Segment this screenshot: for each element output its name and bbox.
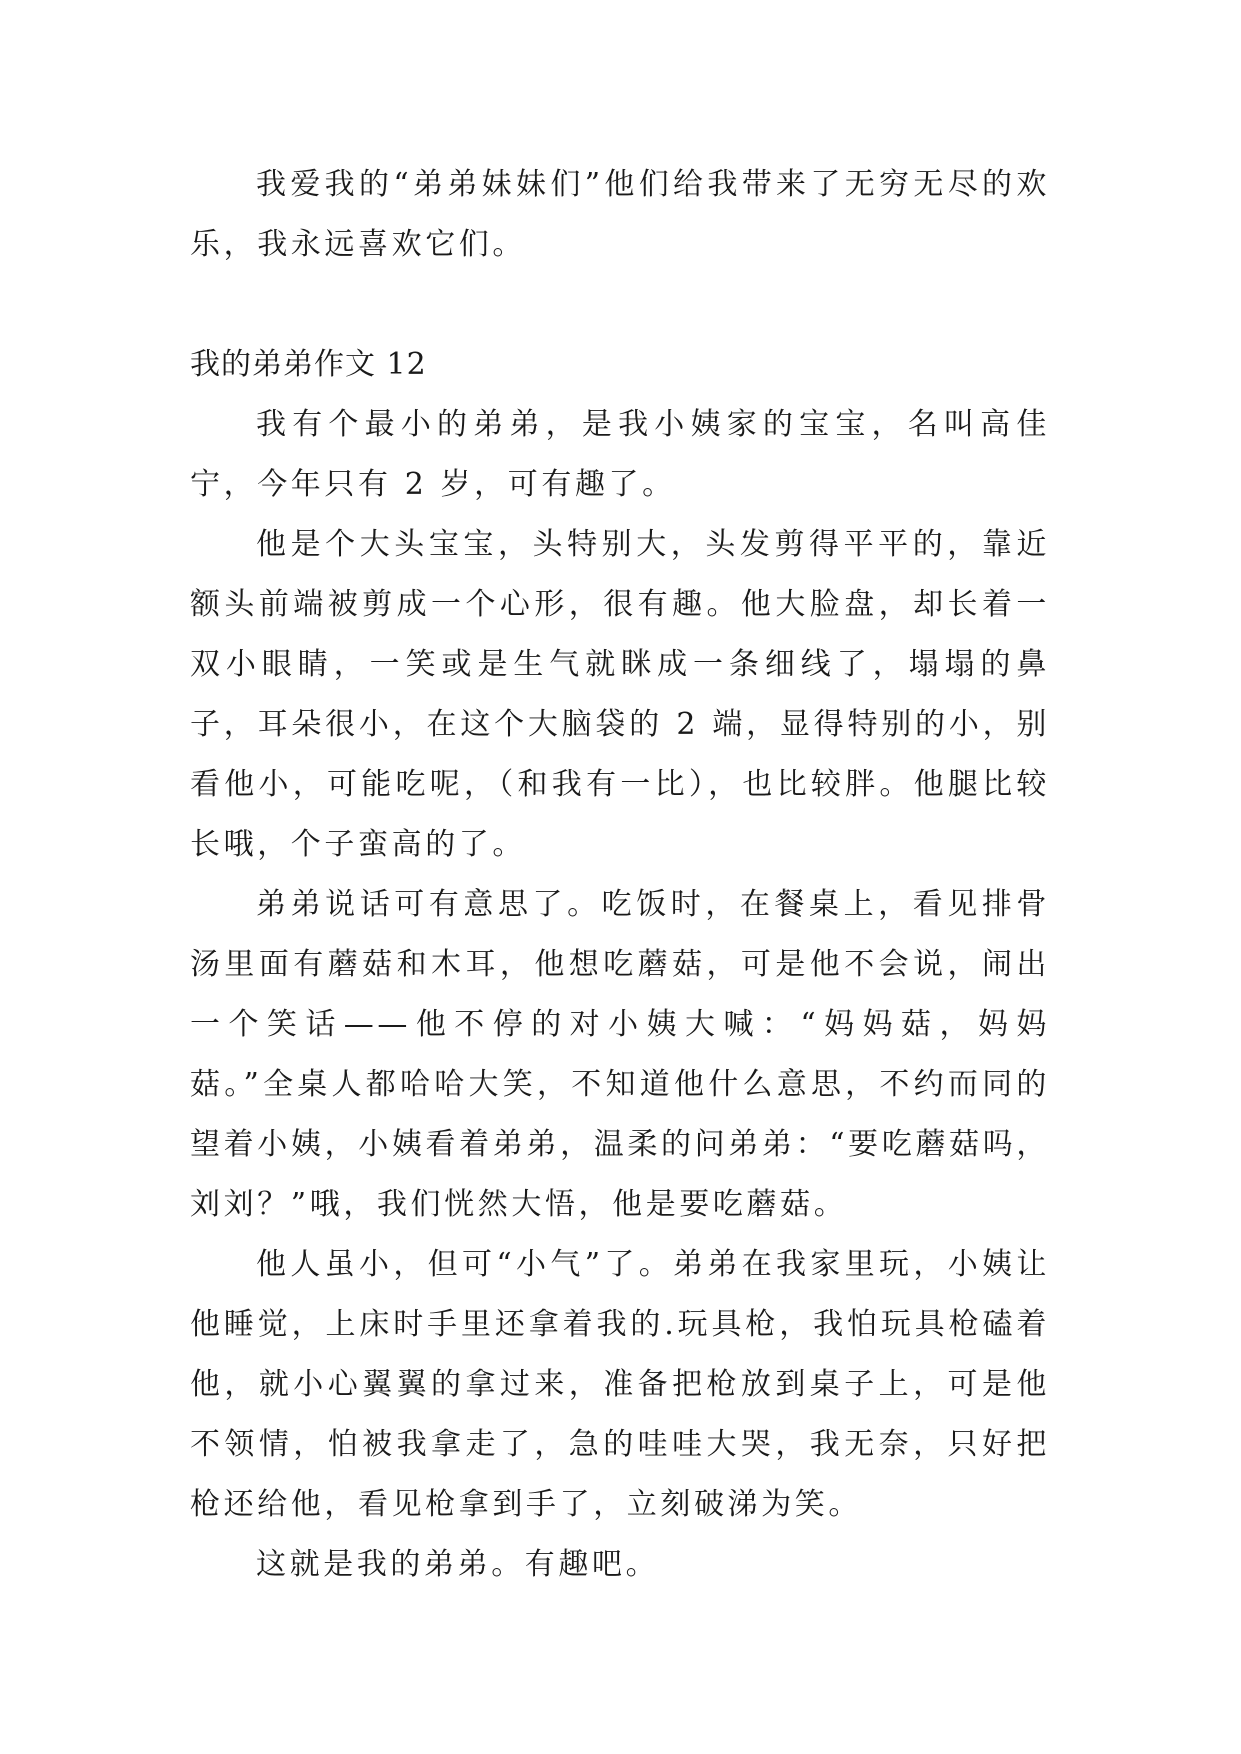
paragraph-closing-previous: 我爱我的“弟弟妹妹们”他们给我带来了无穷无尽的欢乐，我永远喜欢它们。 <box>190 167 1050 262</box>
paragraph-5: 这就是我的弟弟。有趣吧。 <box>256 1547 660 1582</box>
section-spacer <box>190 275 1050 335</box>
document-body <box>190 155 1050 1595</box>
essay-title: 我的弟弟作文 12 <box>190 347 427 382</box>
paragraph-4: 他人虽小，但可“小气”了。弟弟在我家里玩，小姨让他睡觉，上床时手里还拿着我的.玩具枪，我怕玩具枪磕着他，就小心翼翼的拿过来，准备把枪放到桌子上，可是他不领情，怕被我拿走了，急的哇哇大哭，我无奈，只好把枪还给他，看见枪拿到手了，立刻破涕为笑。 <box>190 1247 1050 1522</box>
paragraph-2: 他是个大头宝宝，头特别大，头发剪得平平的，靠近额头前端被剪成一个心形，很有趣。他大脸盘，却长着一双小眼睛，一笑或是生气就眯成一条细线了，塌塌的鼻子，耳朵很小，在这个大脑袋的 2 端，显得特别的小，别看他小，可能吃呢，（和我有一比），也比较胖。他腿比较长哦，个子蛮高的了。 <box>190 527 1050 862</box>
paragraph-3: 弟弟说话可有意思了。吃饭时，在餐桌上，看见排骨汤里面有蘑菇和木耳，他想吃蘑菇，可是他不会说，闹出一个笑话——他不停的对小姨大喊：“妈妈菇，妈妈菇。”全桌人都哈哈大笑，不知道他什么意思，不约而同的望着小姨，小姨看着弟弟，温柔的问弟弟：“要吃蘑菇吗，刘刘？”哦，我们恍然大悟，他是要吃蘑菇。 <box>190 887 1050 1222</box>
paragraph-1: 我有个最小的弟弟，是我小姨家的宝宝，名叫高佳宁，今年只有 2 岁，可有趣了。 <box>190 407 1050 502</box>
